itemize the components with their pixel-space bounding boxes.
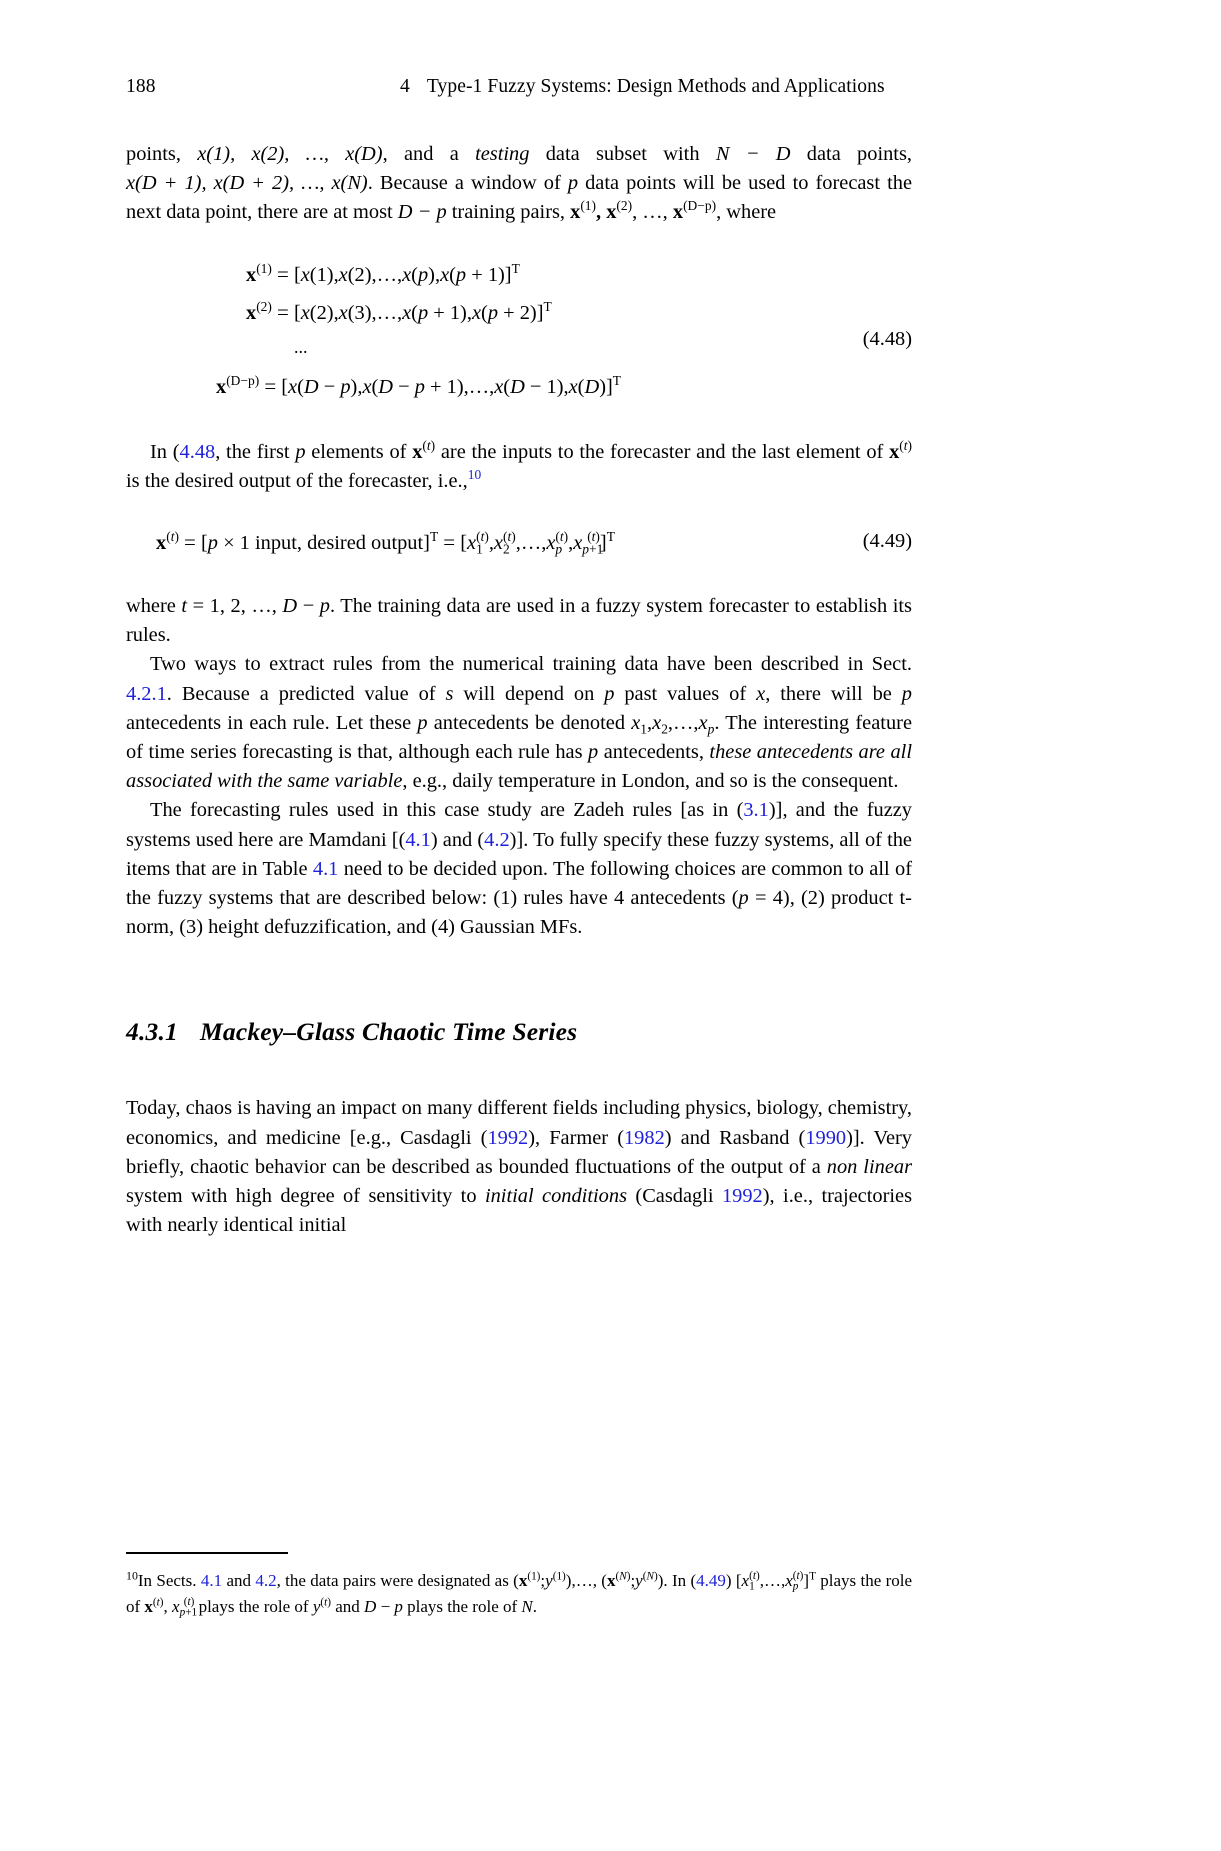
- chapter-title: Type-1 Fuzzy Systems: Design Methods and Applications: [426, 76, 885, 97]
- footnote-10: $^{10}$In Sects. 4.1 and 4.2, the data pairs were designated as $(x^{(1)};y^{(1)}),\dots$, $(x^{(N)};y^{(N)})$. In (4.49) $[x_1^{(t)},\dots,x_p^{(t)}]^T$ plays the role of $x^{(t)}$, $x_{p+1}^{(t)}$ plays the role of $y^{(t)}$ and D − p plays the role of N.: [126, 1568, 912, 1619]
- p1-seg8: , where: [716, 201, 777, 224]
- fn-seg11: .: [532, 1597, 537, 1616]
- p2-ref-448[interactable]: 4.48: [179, 440, 216, 463]
- fn-seg7: ,: [163, 1597, 173, 1616]
- paragraph-5: The forecasting rules used in this case study are Zadeh rules [as in (3.1)], and the fuzzy systems used here are Mamdani [(4.1) and (4.2)]. To fully specify these fuzzy systems, all of the items that are in Table 4.1 need to be decided upon. The following choices are common to all of the fuzzy systems that are described below: (1) rules have 4 antecedents (p = 4), (2) product t-norm, (3) height defuzzification, and (4) Gaussian MFs.: [126, 799, 913, 939]
- fn-seg6: plays the role of: [126, 1571, 912, 1616]
- p4-seg2: . Because a predicted value of: [166, 682, 446, 705]
- p1-em1: testing: [475, 143, 530, 165]
- fn-seg8: plays the role of: [194, 1597, 313, 1616]
- running-head: [126, 76, 912, 98]
- p4-seg5: , there will be: [765, 682, 902, 705]
- p4-seg9: antecedents,: [598, 741, 710, 764]
- p4-seg6: antecedents in each rule. Let these: [126, 711, 418, 734]
- p2-seg3: elements of: [305, 440, 413, 463]
- p1-seg5: . Because a window of: [367, 172, 568, 195]
- p1-math6: $x^{(1)}$, $x^{(2)}$, …, $x^{(D-p)}$: [570, 198, 717, 224]
- fn-math4: $x_{p+1}^{(t)}$: [172, 1596, 198, 1619]
- p4-seg3: will depend on: [453, 682, 605, 705]
- p2-seg4: are the inputs to the forecaster and the last element of: [435, 440, 890, 463]
- p3-seg2: . The training data are used in a fuzzy system forecaster to establish its rules.: [126, 595, 912, 647]
- p6-em1: non linear: [826, 1155, 913, 1178]
- p5-ref-42[interactable]: 4.2: [484, 828, 510, 851]
- p6-seg1: Today, chaos is having an impact on many different fields including physics, biology, chemistry, economics, and medicine [e.g., Casdagli: [126, 1097, 912, 1149]
- p4-seg7: antecedents be denoted: [427, 711, 632, 734]
- page-folio: 188: [126, 76, 156, 97]
- fn-math5: $y^{(t)}$: [312, 1596, 331, 1616]
- equation-4-48: [126, 256, 912, 406]
- p4-math6: $x_1,x_2,\dots,x_p$: [631, 711, 715, 737]
- eq448-line-3-dots: ...: [294, 336, 308, 357]
- fn-ref-41[interactable]: 4.1: [200, 1571, 223, 1590]
- fn-math1: $(x^{(1)};y^{(1)}),\dots$, $(x^{(N)};y^{(N)})$: [513, 1570, 664, 1590]
- p4-em1: these antecedents are all associated with the same variable: [126, 741, 912, 793]
- running-head-title: [246, 76, 912, 98]
- p2-math2: $x^{(t)}$: [412, 437, 436, 463]
- paragraph-2: In (4.48, the first p elements of $x^{(t)}$ are the inputs to the forecaster and the last element of $x^{(t)}$ is the desired output of the forecaster, i.e.,$^{10}$: [126, 437, 912, 492]
- footnote-area: [126, 1552, 912, 1620]
- eq449-line: $x^{(t)} = [p \times 1$ input, desired output]$^T$ = $[x_1^{(t)},x_2^{(t)},\dots,x_p^{(t)},x_{p+1}^{(t)}]^T$: [156, 529, 615, 557]
- p1-math2: N − D: [715, 143, 791, 165]
- p5-seg4: )]. To fully specify these fuzzy systems, all of the items that are in Table: [126, 828, 912, 880]
- fn-seg9: and: [330, 1597, 365, 1616]
- p5-ref-41[interactable]: 4.1: [405, 828, 431, 851]
- fn-math2: $[x_1^{(t)},\dots,x_p^{(t)}]^T$: [735, 1570, 816, 1593]
- p1-seg7: training pairs,: [446, 201, 571, 224]
- fn-seg10: plays the role of: [402, 1597, 522, 1616]
- p1-seg6: data points will be used to forecast the next data point, there are at most: [126, 172, 912, 224]
- chapter-number: 4: [400, 76, 410, 97]
- p5-seg1: The forecasting rules used in this case study are Zadeh rules [as in: [150, 799, 737, 822]
- p6-seg6: (Casdagli: [627, 1185, 722, 1208]
- footnote-rule: [126, 1552, 288, 1554]
- eq448-line-1: $x^{(1)}$ = [x(1),x(2),…,x(p),x(p + 1)]$^T$: [246, 260, 520, 286]
- fn-seg5: ): [725, 1571, 736, 1590]
- p6-ref-casdagli-1992[interactable]: 1992: [487, 1126, 529, 1149]
- p4-math4: p: [901, 682, 912, 705]
- p2-math1: p: [295, 440, 306, 463]
- p4-math7: p: [588, 741, 599, 764]
- p5-ref-table-41[interactable]: 4.1: [312, 857, 339, 880]
- p5-seg6: , (2) product t-norm, (3) height defuzzification, and (4) Gaussian MFs.: [126, 887, 912, 939]
- p5-seg5: need to be decided upon. The following choices are common to all of the fuzzy systems that are described below: (1) rules have 4 antecedents: [126, 857, 913, 910]
- fn-seg2: and: [222, 1571, 256, 1590]
- fn-seg3: , the data pairs were designated as: [276, 1571, 514, 1590]
- p4-math2: p: [604, 682, 615, 705]
- p6-ref-casdagli-1992b[interactable]: 1992: [721, 1185, 763, 1208]
- p6-seg5: system with high degree of sensitivity to: [126, 1185, 485, 1208]
- p6-ref-farmer-1982[interactable]: 1982: [623, 1126, 665, 1149]
- eq448-line-4: $x^{(D-p)} = [x(D - p),x(D - p$ + 1),…,x(D − 1),x(D)]$^T$: [216, 372, 621, 398]
- section-heading-431: [126, 1016, 912, 1048]
- p6-seg7: ), i.e., trajectories with nearly identical initial: [126, 1185, 913, 1237]
- p1-seg4: data points,: [790, 143, 913, 165]
- p5-ref-31[interactable]: 3.1: [743, 799, 769, 822]
- equation-4-49: [126, 524, 912, 562]
- p1-math5: D − p: [397, 201, 447, 224]
- p1-seg2: , and a: [382, 143, 476, 165]
- footnote-number: 10: [126, 1568, 138, 1583]
- paragraph-4: [126, 650, 912, 796]
- eq448-tag: (4.48): [862, 327, 912, 350]
- p2-seg2: , the first: [215, 440, 296, 463]
- fn-seg4: . In: [663, 1571, 691, 1590]
- p3-math1: t = 1, 2, …, D − p: [181, 595, 330, 618]
- eq449-tag: (4.49): [862, 530, 912, 553]
- p6-seg2: ), Farmer: [528, 1126, 618, 1149]
- p4-ref-421[interactable]: 4.2.1: [126, 682, 167, 705]
- paragraph-3: [126, 592, 912, 650]
- fn-math6: D − p: [364, 1597, 403, 1616]
- p2-math3: $x^{(t)}$: [889, 437, 912, 463]
- p6-em2: initial conditions: [484, 1185, 628, 1208]
- section-number: 4.3.1: [126, 1017, 178, 1047]
- p4-math1: s: [445, 682, 454, 705]
- fn-ref-42[interactable]: 4.2: [255, 1571, 277, 1590]
- footnote-marker-10[interactable]: 10: [467, 467, 482, 483]
- fn-math3: $x^{(t)}$: [144, 1596, 164, 1616]
- p5-math1: (p = 4): [731, 887, 790, 910]
- p2-seg1: In: [150, 440, 173, 463]
- p2-seg5: is the desired output of the forecaster, i.e.,: [126, 469, 468, 492]
- p1-seg1: points,: [126, 143, 198, 165]
- body-column: [126, 140, 912, 1240]
- p1-math1: x(1), x(2), …, x(D): [197, 143, 383, 165]
- fn-seg1: In Sects.: [137, 1571, 201, 1590]
- p4-math5: p: [417, 711, 428, 734]
- p4-math3: x: [756, 682, 766, 705]
- p1-math4: p: [567, 172, 579, 195]
- fn-math7: N: [521, 1597, 533, 1616]
- p4-seg1: Two ways to extract rules from the numerical training data have been described in Sect.: [150, 653, 912, 676]
- p1-math3: x(D + 1), x(D + 2), …, x(N): [126, 172, 368, 195]
- p5-seg3: ) and: [430, 828, 478, 851]
- section-title: Mackey–Glass Chaotic Time Series: [200, 1017, 578, 1047]
- paragraph-6: Today, chaos is having an impact on many different fields including physics, biology, chemistry, economics, and medicine [e.g., Casdagli (1992), Farmer (1982) and Rasband (1990)]. Very briefly, chaotic behavior can be described as bounded fluctuations of the output of a non linear system with high degree of sensitivity to initial conditions (Casdagli 1992), i.e., trajectories with nearly identical initial: [126, 1097, 913, 1237]
- p4-seg8: . The interesting feature of time series forecasting is that, although each rule has: [126, 711, 912, 764]
- p6-ref-rasband-1990[interactable]: 1990: [805, 1126, 847, 1149]
- p6-seg4: )]. Very briefly, chaotic behavior can be described as bounded fluctuations of the output of a: [126, 1126, 912, 1178]
- p3-seg1: where: [126, 595, 182, 618]
- p4-seg10: , e.g., daily temperature in London, and so is the consequent.: [402, 770, 899, 793]
- p1-seg3: data subset with: [529, 143, 716, 165]
- eq448-line-2: $x^{(2)}$ = [x(2),x(3),…,x(p + 1),x(p + 2)]$^T$: [246, 298, 552, 324]
- fn-ref-449[interactable]: 4.49: [696, 1571, 726, 1590]
- p5-seg2: )], and the fuzzy systems used here are Mamdani [: [126, 799, 912, 851]
- p4-seg4: past values of: [614, 682, 757, 705]
- p6-seg3: ) and Rasband: [664, 1126, 799, 1149]
- paragraph-1: [126, 140, 912, 228]
